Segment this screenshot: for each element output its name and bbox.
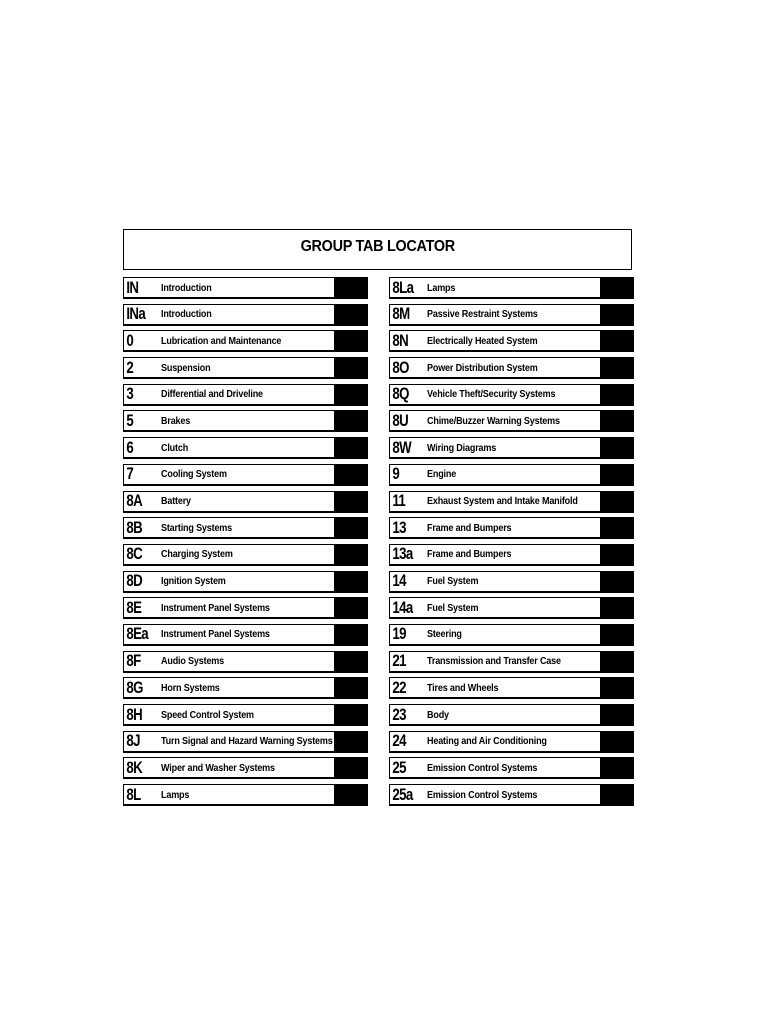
group-code: 8K	[126, 757, 143, 777]
group-tab-row[interactable]	[389, 491, 634, 513]
group-tab-row[interactable]	[389, 731, 634, 753]
group-label: Charging System	[161, 548, 233, 561]
group-label: Instrument Panel Systems	[161, 628, 270, 641]
group-tab-row[interactable]	[389, 624, 634, 646]
group-label: Fuel System	[427, 601, 479, 614]
group-label: Power Distribution System	[427, 361, 538, 374]
group-code: 8D	[126, 571, 143, 591]
black-tab-marker	[334, 677, 368, 699]
group-tab-row[interactable]	[389, 410, 634, 432]
group-tab-row[interactable]	[123, 384, 368, 406]
black-tab-marker	[334, 277, 368, 299]
group-code: 8O	[392, 357, 409, 377]
black-tab-marker	[600, 410, 634, 432]
group-code: 13	[392, 517, 406, 537]
group-label: Wiring Diagrams	[427, 441, 497, 454]
group-code: 8B	[126, 517, 143, 537]
group-tab-row[interactable]	[123, 597, 368, 619]
black-tab-marker	[334, 464, 368, 486]
black-tab-marker	[600, 491, 634, 513]
group-label: Lamps	[427, 281, 456, 294]
black-tab-marker	[600, 277, 634, 299]
black-tab-marker	[334, 784, 368, 806]
group-label: Lubrication and Maintenance	[161, 334, 282, 347]
group-tab-row[interactable]	[389, 517, 634, 539]
group-tab-row[interactable]	[389, 784, 634, 806]
black-tab-marker	[600, 384, 634, 406]
group-label: Brakes	[161, 414, 191, 427]
group-tab-row[interactable]	[389, 651, 634, 673]
group-label: Wiper and Washer Systems	[161, 761, 275, 774]
group-label: Tires and Wheels	[427, 681, 499, 694]
group-code: 14	[392, 571, 406, 591]
group-tab-row[interactable]	[389, 677, 634, 699]
group-label: Vehicle Theft/Security Systems	[427, 388, 556, 401]
group-tab-row[interactable]	[123, 731, 368, 753]
group-label: Passive Restraint Systems	[427, 308, 538, 321]
group-tab-row[interactable]	[123, 491, 368, 513]
black-tab-marker	[334, 544, 368, 566]
group-tab-row[interactable]	[123, 704, 368, 726]
black-tab-marker	[600, 571, 634, 593]
black-tab-marker	[600, 464, 634, 486]
black-tab-marker	[600, 304, 634, 326]
group-label: Transmission and Transfer Case	[427, 655, 561, 668]
black-tab-marker	[334, 731, 368, 753]
group-code: 19	[392, 624, 406, 644]
group-code: 8Q	[392, 384, 409, 404]
group-tab-row[interactable]	[123, 437, 368, 459]
group-tab-row[interactable]	[123, 757, 368, 779]
group-label: Introduction	[161, 308, 212, 321]
black-tab-marker	[334, 757, 368, 779]
black-tab-marker	[334, 437, 368, 459]
group-code: 14a	[392, 597, 413, 617]
black-tab-marker	[600, 731, 634, 753]
black-tab-marker	[600, 624, 634, 646]
group-tab-row[interactable]	[123, 544, 368, 566]
group-label: Emission Control Systems	[427, 788, 538, 801]
group-code: 8J	[126, 731, 140, 751]
group-label: Heating and Air Conditioning	[427, 735, 547, 748]
group-tab-row[interactable]	[389, 704, 634, 726]
group-code: 8U	[392, 410, 409, 430]
group-code: 22	[392, 677, 406, 697]
black-tab-marker	[600, 544, 634, 566]
group-tab-row[interactable]	[389, 757, 634, 779]
group-tab-row[interactable]	[389, 571, 634, 593]
group-code: 8C	[126, 544, 143, 564]
group-code: 23	[392, 704, 406, 724]
black-tab-marker	[334, 704, 368, 726]
group-label: Differential and Driveline	[161, 388, 263, 401]
black-tab-marker	[600, 651, 634, 673]
group-code: 8G	[126, 677, 143, 697]
left-column	[123, 277, 368, 811]
group-code: 21	[392, 651, 406, 671]
group-code: 9	[392, 464, 400, 484]
group-code: 8A	[126, 491, 143, 510]
black-tab-marker	[334, 304, 368, 326]
black-tab-marker	[334, 384, 368, 406]
black-tab-marker	[334, 410, 368, 432]
black-tab-marker	[334, 517, 368, 539]
group-code: 5	[126, 410, 134, 430]
group-code: 0	[126, 330, 134, 350]
group-label: Introduction	[161, 281, 212, 294]
black-tab-marker	[334, 597, 368, 619]
group-label: Cooling System	[161, 468, 227, 481]
group-tab-row[interactable]	[123, 784, 368, 806]
group-label: Body	[427, 708, 449, 721]
group-code: 7	[126, 464, 134, 484]
group-tab-row[interactable]	[123, 624, 368, 646]
title-box	[123, 229, 632, 270]
group-tab-row[interactable]	[389, 437, 634, 459]
group-tab-row[interactable]	[389, 357, 634, 379]
group-code: 8N	[392, 330, 409, 350]
group-code: 24	[392, 731, 406, 751]
group-code: 2	[126, 357, 134, 377]
group-label: Steering	[427, 628, 462, 641]
group-tab-row[interactable]	[123, 464, 368, 486]
group-label: Battery	[161, 495, 191, 507]
group-tab-row[interactable]	[389, 330, 634, 352]
group-label: Emission Control Systems	[427, 761, 538, 774]
group-code: 8L	[126, 784, 141, 804]
black-tab-marker	[600, 677, 634, 699]
group-label: Audio Systems	[161, 655, 225, 668]
group-tab-row[interactable]	[389, 304, 634, 326]
group-code: 25	[392, 757, 406, 777]
group-code: 8F	[126, 651, 141, 671]
black-tab-marker	[334, 330, 368, 352]
black-tab-marker	[334, 571, 368, 593]
group-code: 11	[392, 491, 406, 510]
black-tab-marker	[334, 491, 368, 513]
group-label: Instrument Panel Systems	[161, 601, 270, 614]
group-code: 3	[126, 384, 134, 404]
group-tab-row[interactable]	[123, 517, 368, 539]
group-label: Chime/Buzzer Warning Systems	[427, 414, 560, 427]
group-code: INa	[126, 304, 146, 324]
group-code: 8Ea	[126, 624, 149, 644]
black-tab-marker	[334, 357, 368, 379]
group-tab-row[interactable]	[389, 277, 634, 299]
group-label: Starting Systems	[161, 521, 233, 534]
group-tab-row[interactable]	[123, 330, 368, 352]
group-code: 8E	[126, 597, 142, 617]
right-column	[389, 277, 634, 811]
black-tab-marker	[600, 704, 634, 726]
group-label: Engine	[427, 468, 457, 481]
group-code: 13a	[392, 544, 413, 564]
black-tab-marker	[334, 624, 368, 646]
group-tab-row[interactable]	[389, 384, 634, 406]
group-label: Frame and Bumpers	[427, 521, 512, 534]
black-tab-marker	[600, 784, 634, 806]
group-tab-row[interactable]	[389, 544, 634, 566]
group-code: 8M	[392, 304, 410, 324]
group-label: Frame and Bumpers	[427, 548, 512, 561]
group-tab-row[interactable]	[123, 677, 368, 699]
group-tab-row[interactable]	[123, 651, 368, 673]
group-tab-row[interactable]	[123, 277, 368, 299]
group-code: 6	[126, 437, 134, 457]
black-tab-marker	[600, 357, 634, 379]
group-tab-row[interactable]	[389, 464, 634, 486]
group-label: Turn Signal and Hazard Warning Systems	[161, 735, 333, 748]
black-tab-marker	[600, 437, 634, 459]
group-tab-row[interactable]	[389, 597, 634, 619]
group-tab-row[interactable]	[123, 410, 368, 432]
group-code: 25a	[392, 784, 413, 804]
group-tab-row[interactable]	[123, 357, 368, 379]
black-tab-marker	[600, 757, 634, 779]
group-tab-row[interactable]	[123, 304, 368, 326]
group-tab-row[interactable]	[123, 571, 368, 593]
black-tab-marker	[600, 330, 634, 352]
group-code: 8La	[392, 277, 414, 297]
group-label: Clutch	[161, 441, 189, 454]
black-tab-marker	[334, 651, 368, 673]
group-label: Lamps	[161, 788, 190, 801]
group-code: IN	[126, 277, 139, 297]
group-label: Speed Control System	[161, 708, 254, 721]
group-label: Horn Systems	[161, 681, 220, 694]
group-label: Fuel System	[427, 575, 479, 588]
group-code: 8W	[392, 437, 411, 457]
black-tab-marker	[600, 597, 634, 619]
black-tab-marker	[600, 517, 634, 539]
group-label: Electrically Heated System	[427, 334, 538, 347]
group-label: Exhaust System and Intake Manifold	[427, 495, 578, 507]
page-title: GROUP TAB LOCATOR	[300, 237, 455, 255]
group-code: 8H	[126, 704, 143, 724]
group-label: Ignition System	[161, 575, 226, 588]
group-label: Suspension	[161, 361, 211, 374]
